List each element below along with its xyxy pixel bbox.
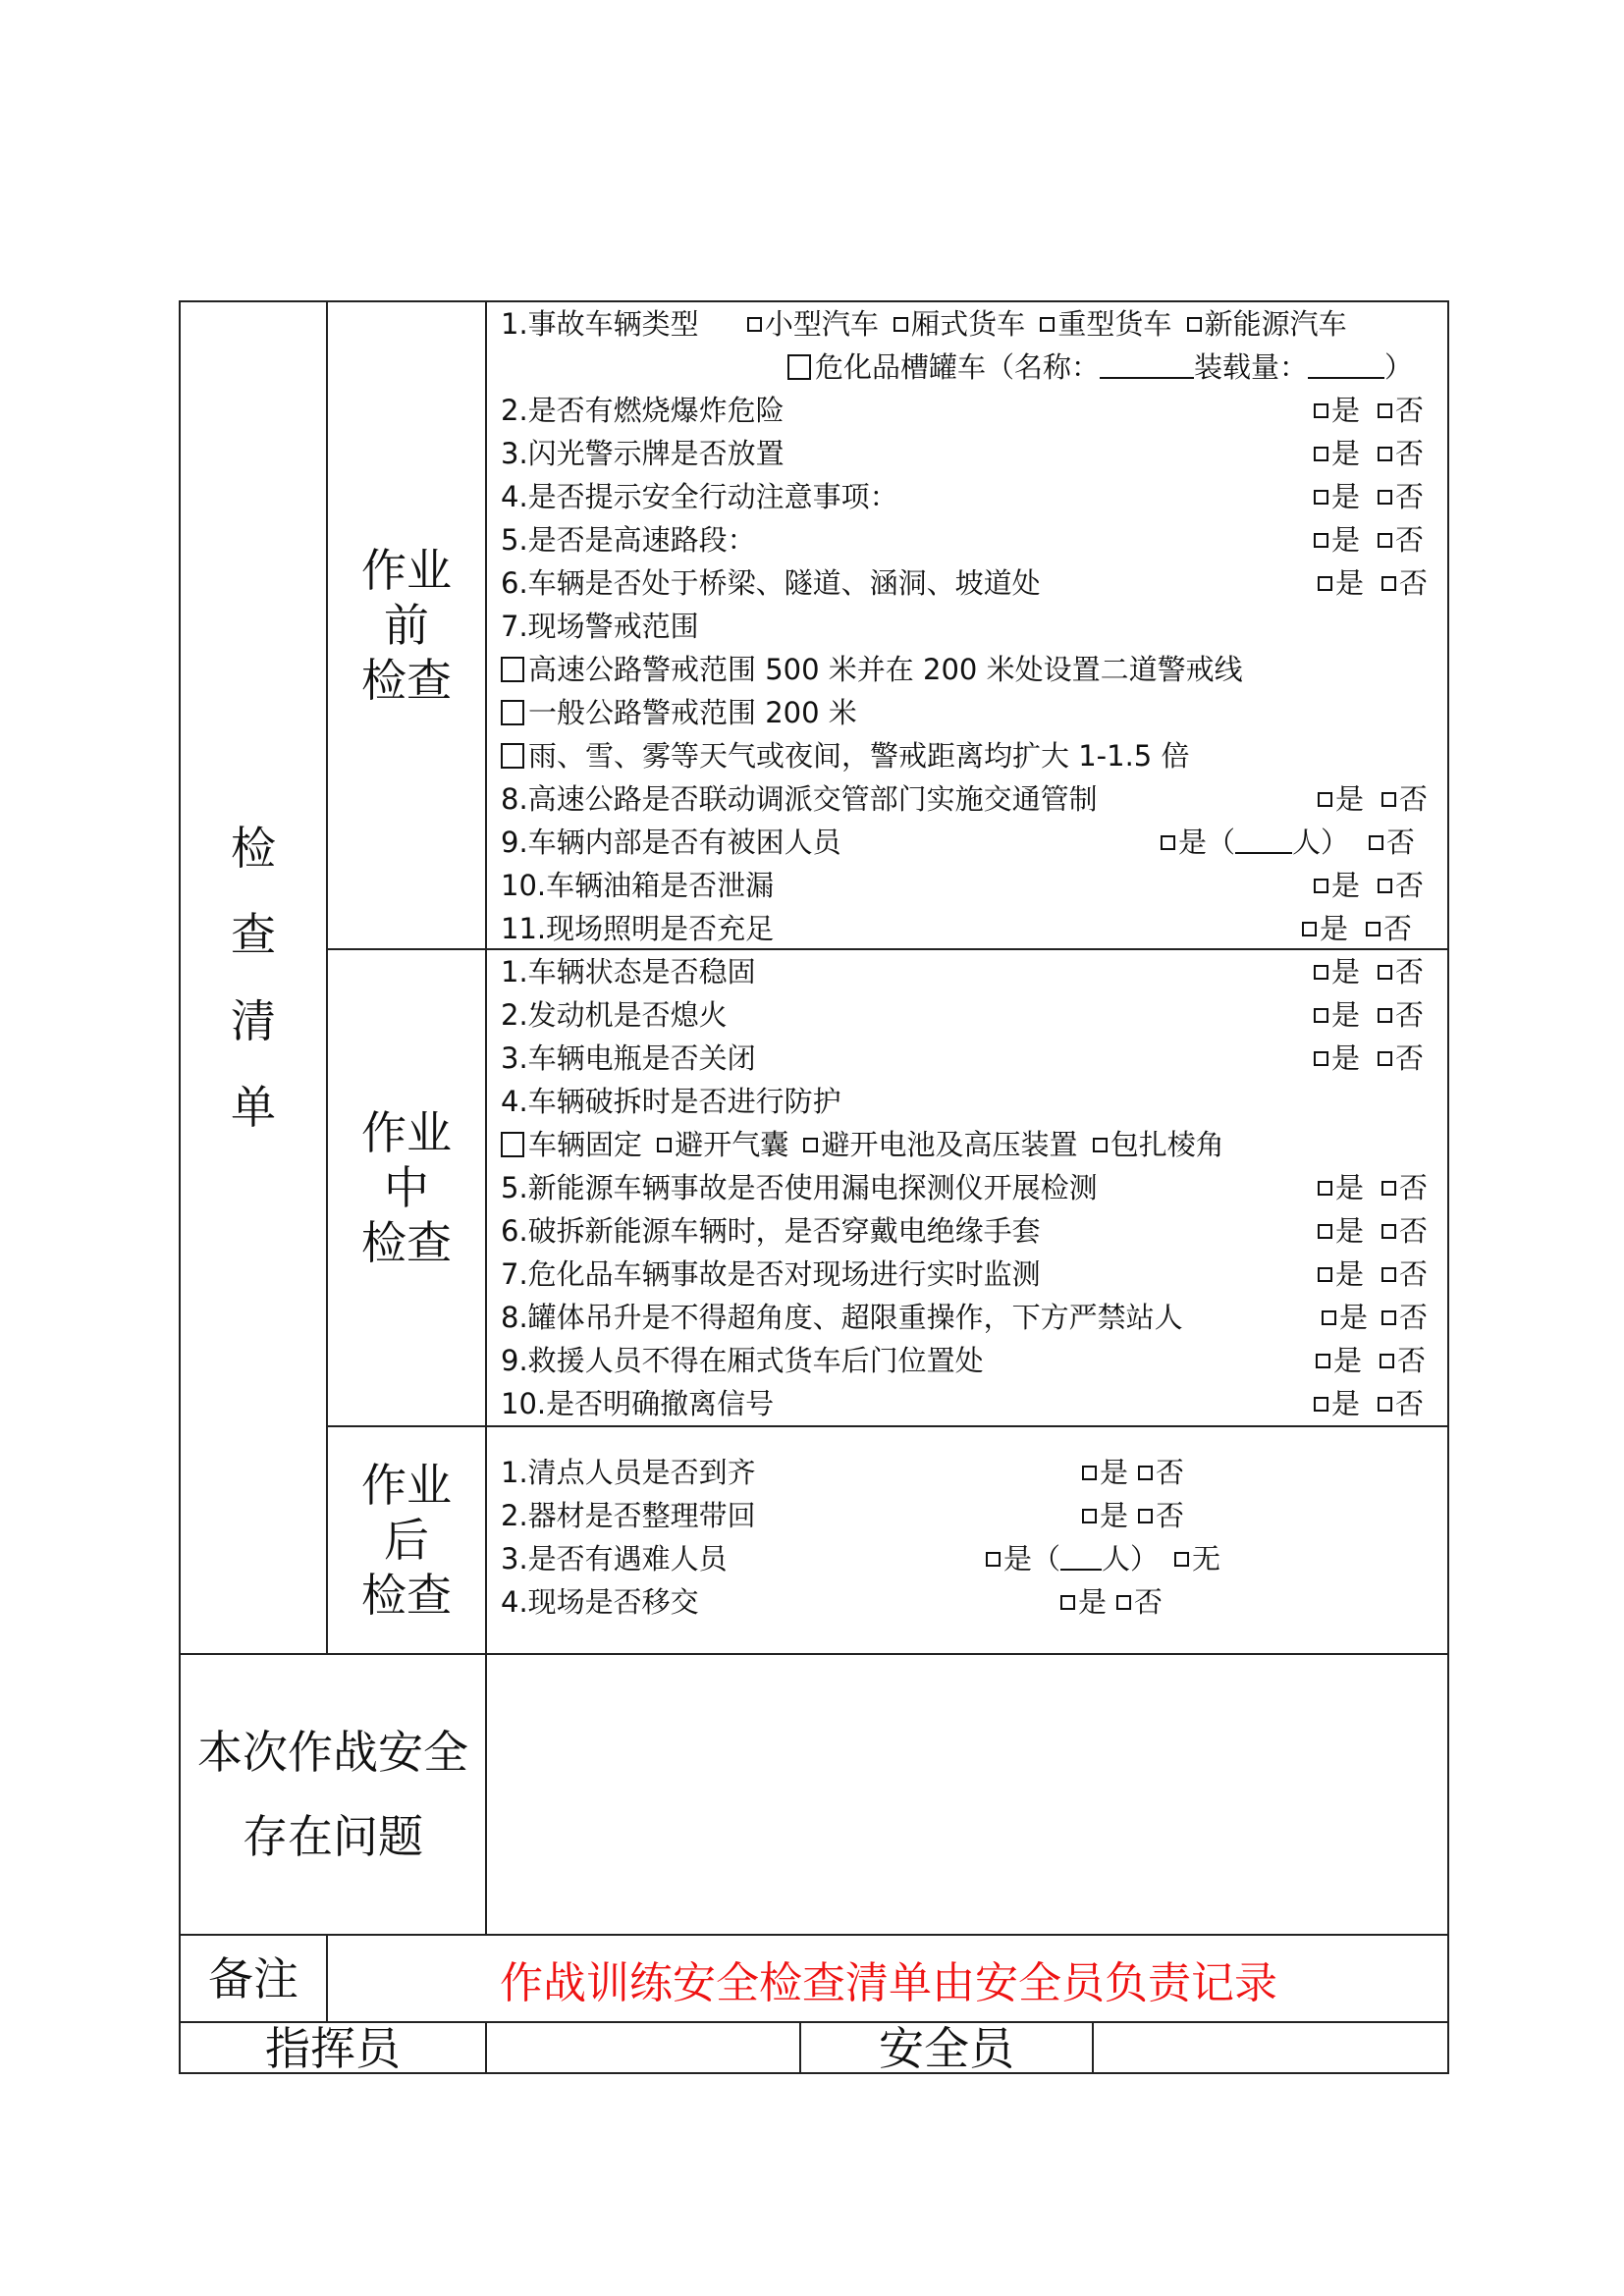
mid-item-9: 9.救援人员不得在厢式货车后门位置处 bbox=[501, 1344, 984, 1377]
checkbox[interactable] bbox=[1366, 922, 1380, 936]
pre-item-11: 11.现场照明是否充足 bbox=[501, 912, 775, 945]
checkbox[interactable] bbox=[1318, 1267, 1332, 1282]
checkbox[interactable] bbox=[1187, 317, 1202, 332]
mid-item-5: 5.新能源车辆事故是否使用漏电探测仪开展检测 bbox=[501, 1171, 1098, 1204]
mid-item-3: 3.车辆电瓶是否关闭 bbox=[501, 1041, 756, 1075]
checkbox[interactable] bbox=[657, 1138, 672, 1152]
section-label: 检查清单 bbox=[231, 822, 276, 1134]
checkbox[interactable] bbox=[1314, 1051, 1328, 1066]
yes-no: 是 否 bbox=[1314, 868, 1424, 903]
yes-no: 是 否 bbox=[1314, 436, 1424, 471]
checkbox[interactable] bbox=[1381, 576, 1396, 591]
checkbox[interactable] bbox=[1378, 879, 1392, 893]
checkbox[interactable] bbox=[501, 1132, 524, 1157]
checkbox[interactable] bbox=[1093, 1138, 1108, 1152]
checkbox[interactable] bbox=[893, 317, 908, 332]
checkbox[interactable] bbox=[1314, 403, 1328, 418]
safety-officer-signature-field[interactable] bbox=[1094, 2023, 1449, 2074]
mid-item-4: 4.车辆破拆时是否进行防护 bbox=[501, 1085, 841, 1118]
checkbox[interactable] bbox=[501, 657, 524, 682]
checkbox[interactable] bbox=[1302, 922, 1317, 936]
checkbox[interactable] bbox=[1378, 1051, 1392, 1066]
pre-item-7: 7.现场警戒范围 bbox=[501, 610, 699, 643]
safety-checklist-table bbox=[179, 300, 1449, 2074]
checkbox[interactable] bbox=[1060, 1595, 1075, 1610]
checkbox[interactable] bbox=[1318, 792, 1332, 807]
count-blank[interactable] bbox=[1235, 852, 1292, 854]
checkbox[interactable] bbox=[1318, 1224, 1332, 1239]
hazmat-load-blank[interactable] bbox=[1308, 377, 1384, 379]
mid-item-8: 8.罐体吊升是不得超角度、超限重操作，下方严禁站人 bbox=[501, 1301, 1183, 1334]
checkbox[interactable] bbox=[1378, 1008, 1392, 1023]
commander-label: 指挥员 bbox=[265, 2022, 401, 2075]
mid-item-7: 7.危化品车辆事故是否对现场进行实时监测 bbox=[501, 1257, 1041, 1291]
yes-no: 是 否 bbox=[1318, 1170, 1428, 1205]
checkbox[interactable] bbox=[1381, 1267, 1396, 1282]
checkbox[interactable] bbox=[1318, 1181, 1332, 1196]
checkbox[interactable] bbox=[1369, 835, 1383, 850]
checkbox[interactable] bbox=[1138, 1509, 1153, 1523]
pre-item-9: 9.车辆内部是否有被困人员 bbox=[501, 826, 841, 859]
checkbox[interactable] bbox=[1381, 1310, 1396, 1325]
yes-no: 是 否 bbox=[1314, 522, 1424, 558]
checkbox[interactable] bbox=[1378, 965, 1392, 980]
checkbox[interactable] bbox=[1381, 1224, 1396, 1239]
checkbox[interactable] bbox=[1378, 490, 1392, 505]
yes-no: 是 否 bbox=[1314, 997, 1424, 1033]
checkbox[interactable] bbox=[803, 1138, 818, 1152]
divider bbox=[326, 948, 1449, 950]
yes-no: 是 否 bbox=[1314, 1386, 1424, 1421]
mid-item-10: 10.是否明确撤离信号 bbox=[501, 1387, 775, 1420]
count-blank[interactable] bbox=[1060, 1569, 1102, 1571]
pre-item-1: 1.事故车辆类型 小型汽车 厢式货车 重型货车 新能源汽车 bbox=[501, 307, 1347, 341]
checkbox[interactable] bbox=[1314, 1397, 1328, 1412]
pre-item-10: 10.车辆油箱是否泄漏 bbox=[501, 869, 775, 902]
checkbox[interactable] bbox=[1322, 1310, 1336, 1325]
pre-item-2: 2.是否有燃烧爆炸危险 bbox=[501, 394, 785, 427]
checkbox[interactable] bbox=[787, 354, 811, 380]
checkbox[interactable] bbox=[1082, 1509, 1097, 1523]
yes-no: 是 否 bbox=[1318, 565, 1428, 601]
trapped-count: 是（ 人） 否 bbox=[1161, 825, 1415, 860]
pre-item-8: 8.高速公路是否联动调派交管部门实施交通管制 bbox=[501, 782, 1098, 816]
checkbox[interactable] bbox=[1314, 533, 1328, 548]
commander-signature-field[interactable] bbox=[487, 2023, 799, 2074]
remarks-text: 作战训练安全检查清单由安全员负责记录 bbox=[500, 1957, 1277, 2008]
pre-item-4: 4.是否提示安全行动注意事项： bbox=[501, 480, 898, 513]
pre-item-7c: 雨、雪、雾等天气或夜间，警戒距离均扩大 1-1.5 倍 bbox=[501, 738, 1189, 774]
victim-count: 是（ 人） 无 bbox=[986, 1541, 1220, 1576]
pre-item-5: 5.是否是高速路段： bbox=[501, 523, 756, 557]
divider bbox=[326, 1425, 1449, 1427]
checkbox[interactable] bbox=[1380, 1354, 1394, 1368]
hazmat-name-blank[interactable] bbox=[1100, 377, 1194, 379]
yes-no: 是 否 bbox=[1314, 954, 1424, 989]
checkbox[interactable] bbox=[1314, 1008, 1328, 1023]
pre-item-6: 6.车辆是否处于桥梁、隧道、涵洞、坡道处 bbox=[501, 566, 1041, 600]
safety-officer-label: 安全员 bbox=[879, 2022, 1014, 2075]
issues-content[interactable] bbox=[487, 1655, 1449, 1934]
pre-check-label: 作业 前 检查 bbox=[361, 544, 452, 707]
yes-no: 是 否 bbox=[1322, 1300, 1428, 1335]
yes-no: 是 否 bbox=[1318, 781, 1428, 817]
checkbox[interactable] bbox=[501, 743, 524, 769]
mid-item-4-options: 车辆固定 避开气囊 避开电池及高压装置 包扎棱角 bbox=[501, 1127, 1224, 1162]
post-item-1: 1.清点人员是否到齐 bbox=[501, 1456, 756, 1489]
checkbox[interactable] bbox=[1314, 879, 1328, 893]
checkbox[interactable] bbox=[1378, 1397, 1392, 1412]
post-item-2: 2.器材是否整理带回 bbox=[501, 1499, 756, 1532]
yes-no: 是 否 bbox=[1082, 1455, 1184, 1490]
yes-no: 是 否 bbox=[1302, 911, 1412, 946]
mid-item-1: 1.车辆状态是否稳固 bbox=[501, 955, 756, 988]
checkbox[interactable] bbox=[501, 700, 524, 725]
pre-item-3: 3.闪光警示牌是否放置 bbox=[501, 437, 785, 470]
checkbox[interactable] bbox=[1314, 965, 1328, 980]
checkbox[interactable] bbox=[1174, 1552, 1189, 1567]
post-item-3: 3.是否有遇难人员 bbox=[501, 1542, 728, 1575]
checkbox[interactable] bbox=[1138, 1466, 1153, 1480]
checkbox[interactable] bbox=[1314, 490, 1328, 505]
checkbox[interactable] bbox=[1378, 533, 1392, 548]
remarks-label: 备注 bbox=[208, 1951, 298, 2005]
mid-item-6: 6.破拆新能源车辆时，是否穿戴电绝缘手套 bbox=[501, 1214, 1041, 1248]
checkbox[interactable] bbox=[1378, 403, 1392, 418]
mid-item-2: 2.发动机是否熄火 bbox=[501, 998, 728, 1032]
checkbox[interactable] bbox=[1378, 447, 1392, 461]
post-check-label: 作业 后 检查 bbox=[361, 1459, 452, 1622]
yes-no: 是 否 bbox=[1318, 1213, 1428, 1249]
checkbox[interactable] bbox=[1314, 447, 1328, 461]
mid-check-label: 作业 中 检查 bbox=[361, 1106, 452, 1269]
checkbox[interactable] bbox=[1316, 1354, 1330, 1368]
yes-no: 是 否 bbox=[1314, 1041, 1424, 1076]
yes-no: 是 否 bbox=[1082, 1498, 1184, 1533]
yes-no: 是 否 bbox=[1314, 393, 1424, 428]
yes-no: 是 否 bbox=[1316, 1343, 1426, 1378]
checkbox[interactable] bbox=[1318, 576, 1332, 591]
checkbox[interactable] bbox=[1381, 1181, 1396, 1196]
pre-item-7a: 高速公路警戒范围 500 米并在 200 米处设置二道警戒线 bbox=[501, 652, 1243, 687]
yes-no: 是 否 bbox=[1314, 479, 1424, 514]
pre-item-1-hazmat: 危化品槽罐车（名称： 装载量： ） bbox=[787, 349, 1413, 385]
checkbox[interactable] bbox=[1082, 1466, 1097, 1480]
checkbox[interactable] bbox=[747, 317, 762, 332]
pre-item-7b: 一般公路警戒范围 200 米 bbox=[501, 695, 857, 730]
checkbox[interactable] bbox=[1381, 792, 1396, 807]
checkbox[interactable] bbox=[986, 1552, 1001, 1567]
yes-no: 是 否 bbox=[1318, 1256, 1428, 1292]
issues-label: 本次作战安全 存在问题 bbox=[197, 1726, 468, 1863]
post-item-4: 4.现场是否移交 bbox=[501, 1585, 699, 1619]
checkbox[interactable] bbox=[1161, 835, 1175, 850]
checkbox[interactable] bbox=[1116, 1595, 1131, 1610]
checkbox[interactable] bbox=[1040, 317, 1055, 332]
yes-no: 是 否 bbox=[1060, 1584, 1163, 1620]
